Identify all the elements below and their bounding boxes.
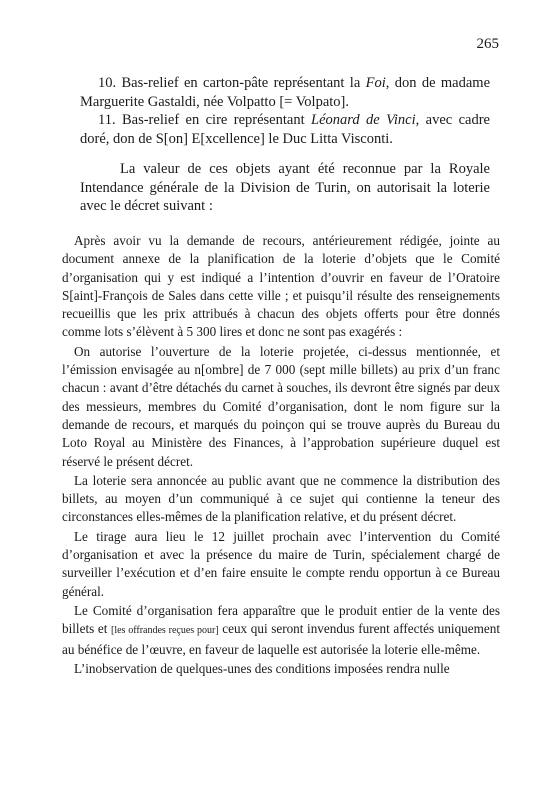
entry-11 bbox=[80, 111, 490, 148]
editorial-insertion: [les offrandes reçues pour] bbox=[110, 625, 219, 637]
decree-paragraph-1: Après avoir vu la demande de recours, antérieurement rédigée, jointe au document annexe de la planification de la loterie d’objets que le Comité d’organisation qui y est indiqué a l’intention d’ouvrir en faveur de l’Oratoire S[aint]-François de Sales dans cette ville ; et puisqu’il résulte des renseignements recueillis que les prix attribués à chacun des objets offerts pour être donnés comme lots s’élèvent à 5 300 lires et donc ne sont pas exagérés : bbox=[62, 233, 500, 340]
decree-paragraph-4: Le tirage aura lieu le 12 juillet prochain avec l’intervention du Comité d’organisation et avec la présence du maire de Turin, spécialement chargé de surveiller l’exécution et d’en faire ensuite le compte rendu opportun à ce Bureau général. bbox=[62, 528, 500, 599]
inventory-entries bbox=[80, 74, 490, 148]
decree-quotation bbox=[62, 232, 500, 679]
entry-10-text-end: , don de madame Marguerite Gastaldi, née Volpatto [= Volpato]. bbox=[80, 75, 490, 110]
decree-paragraph-5-end: ceux qui seront invendus furent affectés uniquement au bénéfice de l’œuvre, en faveur de laquelle est autorisée la loterie elle-même. bbox=[62, 621, 500, 657]
entry-10 bbox=[80, 74, 490, 111]
decree-paragraph-6: L’inobservation de quelques-unes des conditions imposées rendra nulle bbox=[74, 660, 450, 676]
decree-paragraph-3: La loterie sera annoncée au public avant que ne commence la distribution des billets, au moyen d’un communiqué à ce sujet qui contienne la teneur des circonstances elles-mêmes de la planification relative, et du présent décret. bbox=[62, 472, 500, 525]
page-number: 265 bbox=[476, 36, 499, 52]
decree-paragraph-5 bbox=[62, 602, 500, 659]
intro-section bbox=[80, 160, 490, 216]
entry-10-text-start: 10. Bas-relief en carton-pâte représentant la bbox=[98, 75, 366, 91]
entry-10-artwork-title: Foi bbox=[365, 75, 386, 91]
decree-paragraph-2: On autorise l’ouverture de la loterie projetée, ci-dessus mentionnée, et l’émission envisagée au n[ombre] de 7 000 (sept mille billets) au prix d’un franc chacun : avant d’être détachés du carnet à souches, ils devront être signés par deux des messieurs, membres du Comité d’organisation, dont le nom figure sur la demande de recours, et marqués du poinçon qui se trouve auprès du Bureau du Loto Royal au Ministère des Finances, à l’approbation supérieure duquel est réservé le présent décret. bbox=[62, 343, 500, 469]
decree-paragraph-5-start: Le Comité d’organisation fera apparaître que le produit entier de la vente des billets et bbox=[62, 602, 500, 637]
entry-11-text-start: 11. Bas-relief en cire représentant bbox=[98, 112, 311, 128]
entry-11-text-end: , avec cadre doré, don de S[on] E[xcellence] le Duc Litta Visconti. bbox=[80, 112, 490, 147]
entry-11-artwork-title: Léonard de Vinci bbox=[311, 112, 416, 128]
intro-paragraph: La valeur de ces objets ayant été reconnue par la Royale Intendance générale de la Division de Turin, on autorisait la loterie avec le décret suivant : bbox=[80, 161, 490, 214]
